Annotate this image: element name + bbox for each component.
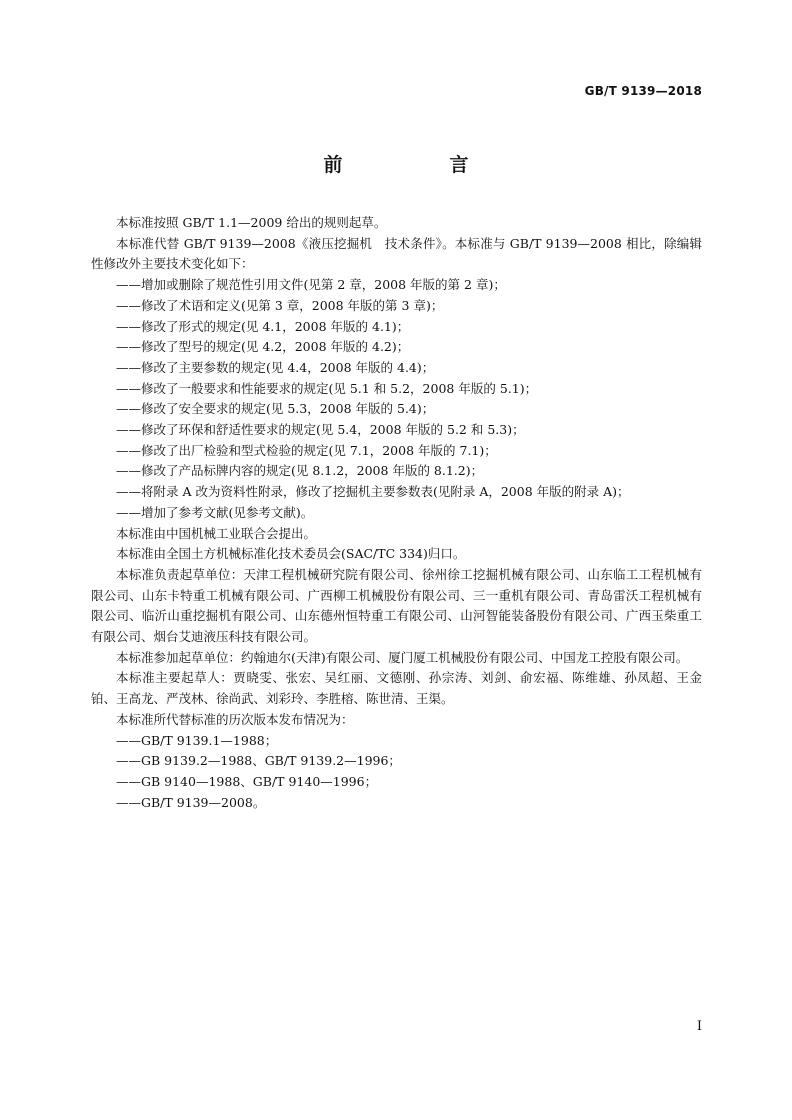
list-item: ——增加或删除了规范性引用文件(见第 2 章，2008 年版的第 2 章)；	[116, 277, 506, 293]
body-paragraph: 本标准主要起草人：贾晓雯、张宏、吴红丽、文德刚、孙宗涛、刘剑、俞宏福、陈维雄、孙凤超、王金铂、王高龙、严茂林、徐尚武、刘彩玲、李胜榕、陈世清、王渠。	[91, 670, 702, 707]
page-title: 前 言	[323, 154, 513, 176]
body-paragraph: 本标准由全国土方机械标准化技术委员会(SAC/TC 334)归口。	[116, 546, 466, 562]
list-item: ——增加了参考文献(见参考文献)。	[116, 504, 314, 520]
list-item: ——修改了产品标牌内容的规定(见 8.1.2，2008 年版的 8.1.2)；	[116, 463, 484, 479]
intro-paragraph: 本标准按照 GB/T 1.1—2009 给出的规则起草。	[116, 215, 387, 230]
list-item: ——修改了形式的规定(见 4.1，2008 年版的 4.1)；	[116, 318, 410, 334]
list-item: ——修改了安全要求的规定(见 5.3，2008 年版的 5.4)；	[116, 401, 435, 417]
list-item: ——GB 9139.2—1988、GB/T 9139.2—1996；	[116, 753, 401, 769]
page-number: I	[696, 1019, 702, 1034]
list-item: ——将附录 A 改为资料性附录，修改了挖掘机主要参数表(见附录 A，2008 年版的附录 A)；	[116, 484, 630, 500]
list-item: ——GB/T 9139.1—1988；	[116, 732, 278, 748]
body-paragraph: 本标准负责起草单位：天津工程机械研究院有限公司、徐州徐工挖掘机械有限公司、山东临工工程机械有限公司、山东卡特重工机械有限公司、广西柳工机械股份有限公司、三一重机有限公司、青岛雷沃工程机械有限公司、临沂山重挖掘机有限公司、山东德州恒特重工有限公司、山河智能装备股份有限公司、广西玉柴重工有限公司、烟台艾迪液压科技有限公司。	[91, 566, 702, 645]
list-item: ——修改了主要参数的规定(见 4.4，2008 年版的 4.4)；	[116, 359, 435, 375]
list-item: ——修改了型号的规定(见 4.2，2008 年版的 4.2)；	[116, 339, 410, 355]
list-item: ——GB 9140—1988、GB/T 9140—1996；	[116, 773, 378, 789]
list-item: ——修改了一般要求和性能要求的规定(见 5.1 和 5.2，2008 年版的 5.1)；	[116, 380, 538, 396]
list-item: ——修改了出厂检验和型式检验的规定(见 7.1，2008 年版的 7.1)；	[116, 442, 497, 458]
body-paragraph: 本标准由中国机械工业联合会提出。	[116, 525, 317, 541]
body-paragraph: 本标准参加起草单位：约翰迪尔(天津)有限公司、厦门厦工机械股份有限公司、中国龙工控股有限公司。	[116, 649, 689, 665]
changes-list	[91, 275, 702, 523]
list-item: ——GB/T 9139—2008。	[116, 794, 266, 810]
list-item: ——修改了术语和定义(见第 3 章，2008 年版的第 3 章)；	[116, 297, 444, 313]
history-list	[91, 731, 702, 814]
list-item: ——修改了环保和舒适性要求的规定(见 5.4，2008 年版的 5.2 和 5.3)；	[116, 422, 525, 438]
standard-code: GB/T 9139—2018	[584, 84, 702, 98]
document-body	[91, 213, 702, 813]
intro-paragraph: 本标准代替 GB/T 9139—2008《液压挖掘机 技术条件》。本标准与 GB/T 9139—2008 相比，除编辑性修改外主要技术变化如下：	[91, 235, 702, 272]
body-paragraph: 本标准所代替标准的历次版本发布情况为：	[116, 711, 354, 727]
